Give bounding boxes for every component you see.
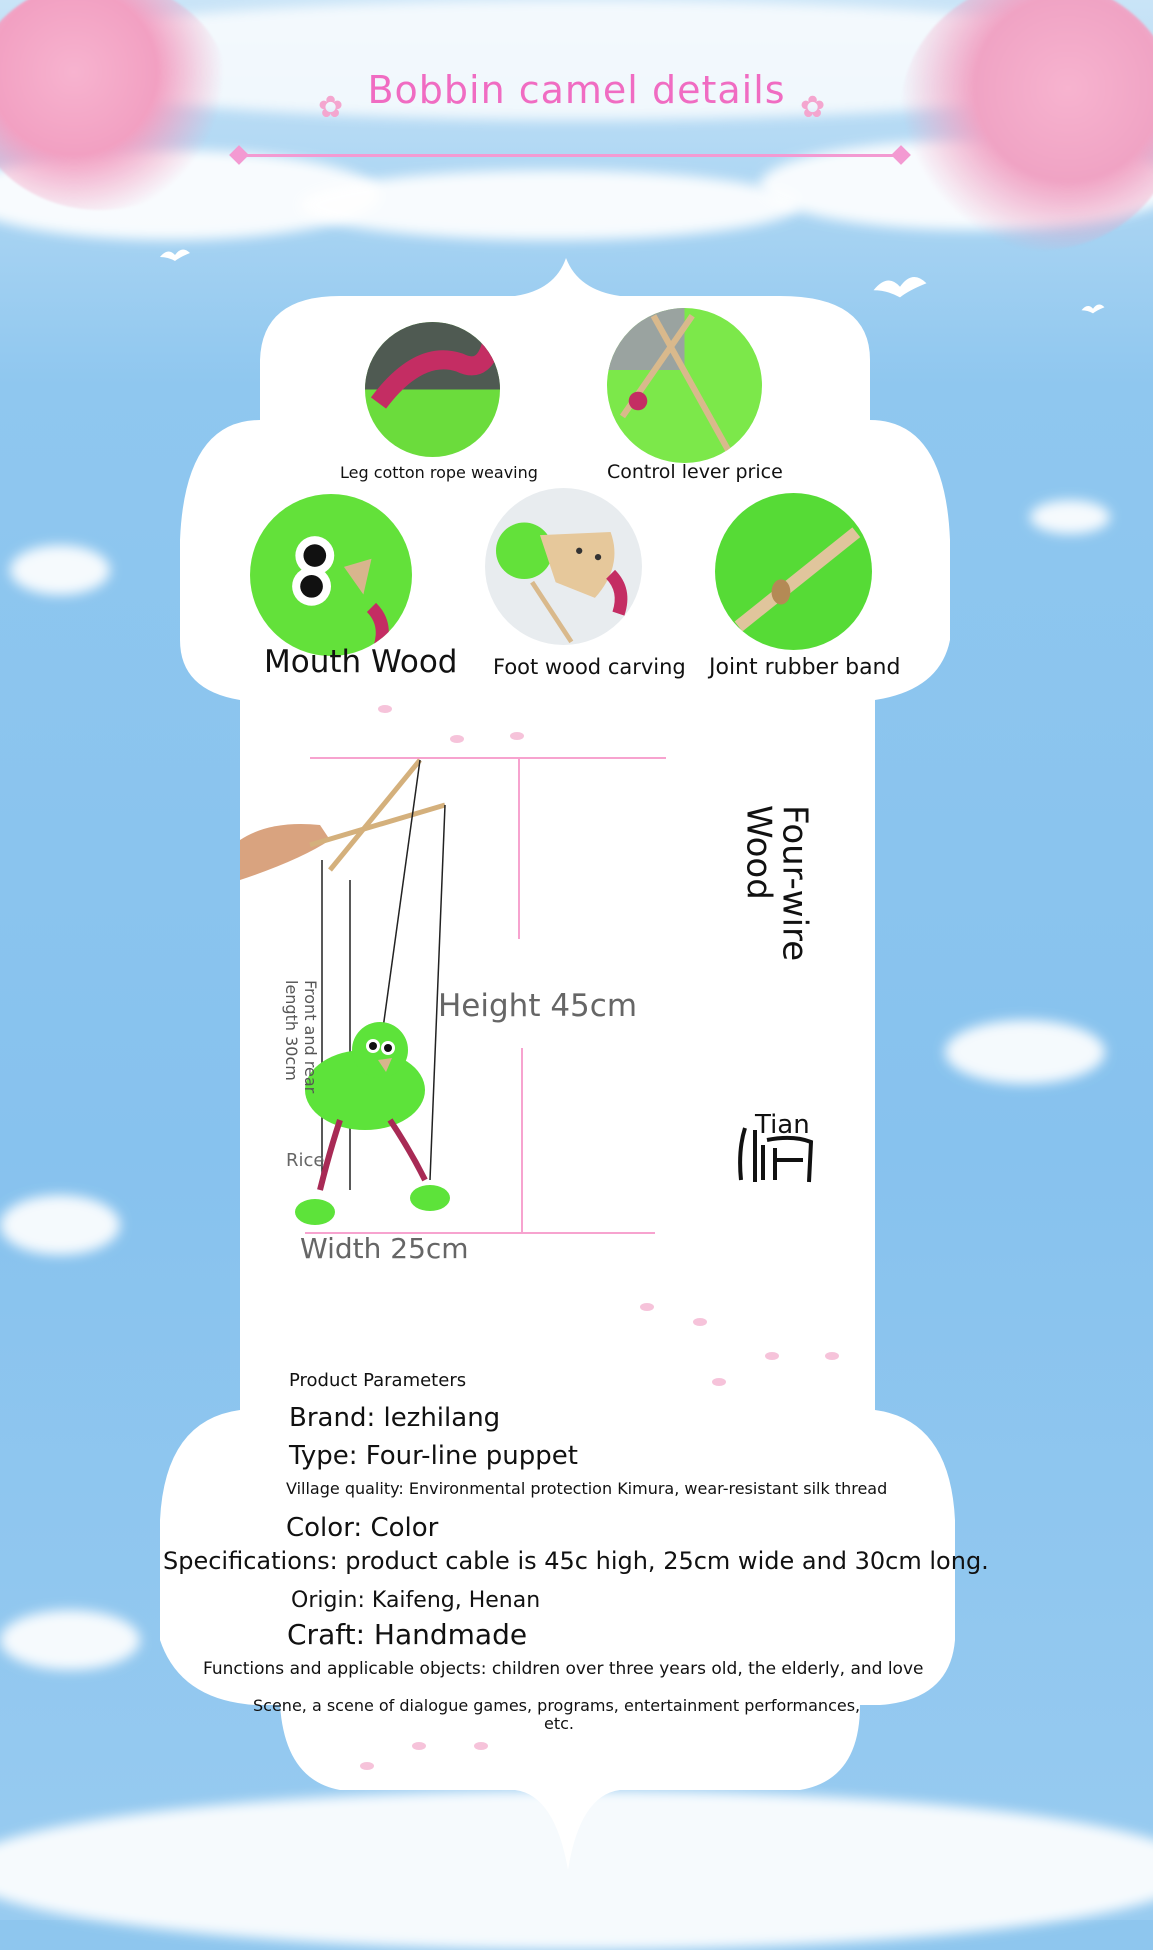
param-functions: Functions and applicable objects: children over three years old, the elderly, and love xyxy=(203,1659,924,1679)
petal xyxy=(825,1352,839,1360)
param-origin: Origin: Kaifeng, Henan xyxy=(291,1588,541,1613)
detail-photo-mouth-wood xyxy=(250,494,412,656)
petal xyxy=(765,1352,779,1360)
blossom-icon: ✿ xyxy=(318,90,344,125)
length-label: Front and rear length 30cm xyxy=(282,980,320,1094)
petal xyxy=(378,705,392,713)
caption-control-lever: Control lever price xyxy=(607,461,783,483)
param-specs: Specifications: product cable is 45c high, 25cm wide and 30cm long. xyxy=(163,1547,989,1575)
param-brand: Brand: lezhilang xyxy=(289,1403,501,1433)
petal xyxy=(360,1762,374,1770)
guide-line-height-upper xyxy=(518,757,520,939)
petal xyxy=(510,732,524,740)
petal xyxy=(712,1378,726,1386)
detail-photo-joint-band xyxy=(715,493,872,650)
handwritten-mark xyxy=(733,1120,818,1192)
petal xyxy=(412,1742,426,1750)
caption-mouth-wood: Mouth Wood xyxy=(264,644,458,680)
petal xyxy=(693,1318,707,1326)
detail-photo-leg-rope xyxy=(365,322,500,457)
param-scene-end: etc. xyxy=(544,1714,574,1733)
detail-photo-foot-wood xyxy=(485,488,642,645)
caption-leg-rope: Leg cotton rope weaving xyxy=(340,463,538,482)
param-scene: Scene, a scene of dialogue games, programs, entertainment performances, xyxy=(253,1696,861,1715)
param-quality: Village quality: Environmental protection Kimura, wear-resistant silk thread xyxy=(286,1479,888,1498)
caption-foot-wood: Foot wood carving xyxy=(493,655,686,679)
rice-label: Rice xyxy=(286,1150,325,1171)
height-label: Height 45cm xyxy=(438,988,638,1024)
width-label: Width 25cm xyxy=(300,1232,469,1265)
page-title: Bobbin camel details xyxy=(367,68,786,112)
petal xyxy=(640,1303,654,1311)
puppet-illustration xyxy=(240,750,460,1230)
tian-label: Tian xyxy=(755,1110,810,1140)
detail-photo-control-lever xyxy=(607,308,762,463)
petal xyxy=(450,735,464,743)
param-craft: Craft: Handmade xyxy=(287,1618,528,1651)
four-wire-wood-label: Four-wire Wood xyxy=(738,805,815,962)
param-type: Type: Four-line puppet xyxy=(289,1441,578,1471)
petal xyxy=(474,1742,488,1750)
caption-joint-band: Joint rubber band xyxy=(709,655,901,680)
param-color: Color: Color xyxy=(286,1513,439,1543)
blossom-icon: ✿ xyxy=(800,90,826,125)
params-heading: Product Parameters xyxy=(289,1370,467,1391)
guide-line-height-lower xyxy=(521,1048,523,1232)
